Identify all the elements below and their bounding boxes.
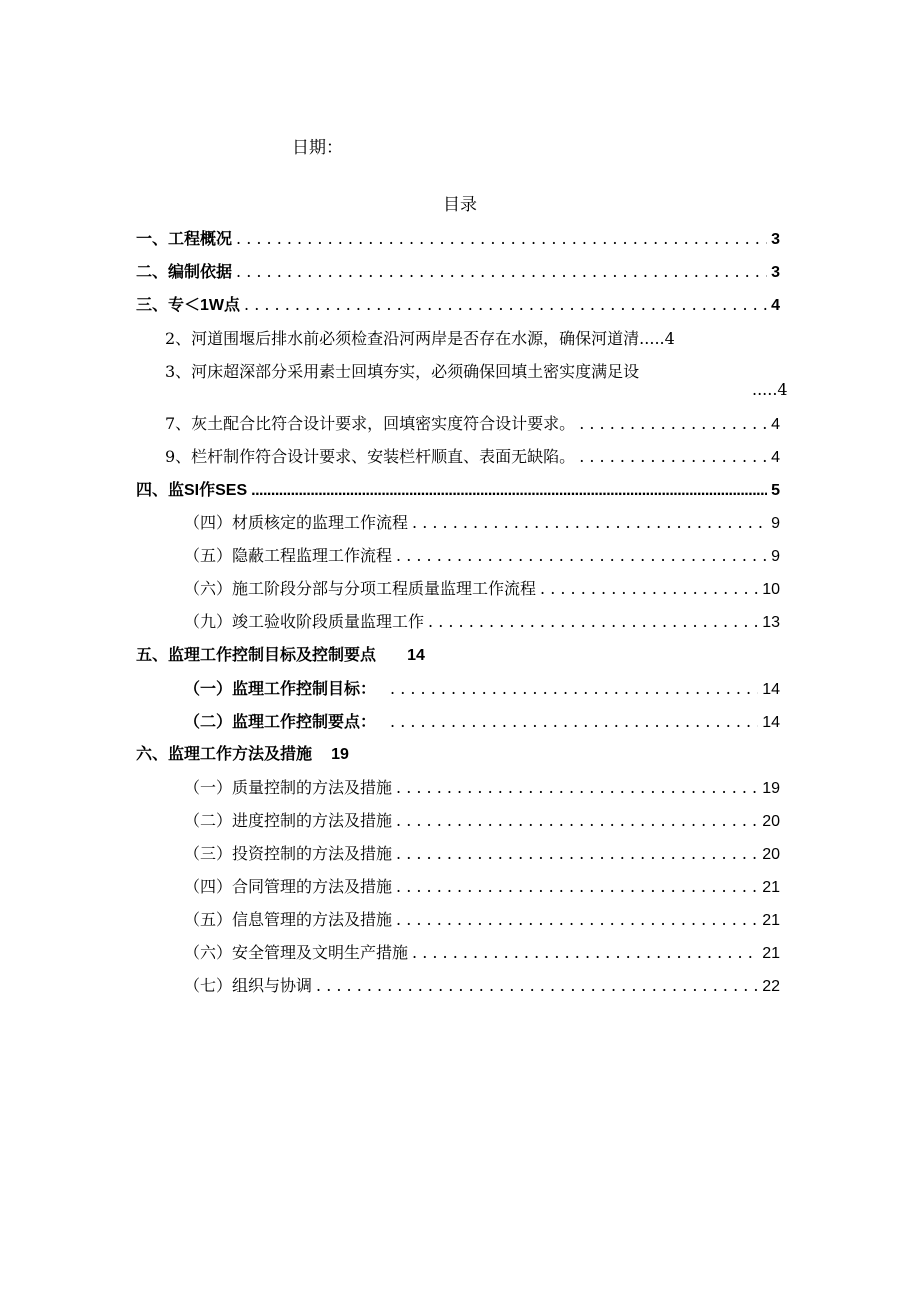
toc-page-number: 3 (771, 231, 780, 248)
date-label: 日期： (292, 138, 343, 158)
toc-page-number: 5 (771, 482, 780, 499)
toc-page-number: 20 (762, 846, 780, 863)
toc-leader (412, 513, 767, 532)
toc-entry[interactable] (184, 808, 780, 830)
toc-entry-text: （五）信息管理的方法及措施 (184, 910, 393, 929)
toc-entry[interactable] (136, 741, 349, 764)
toc-entry-text: 2、河道围堰后排水前必须检查沿河两岸是否存在水源，确保河道清.....4 (165, 329, 675, 348)
toc-entry[interactable] (136, 226, 780, 248)
toc-entry-text: （二）监理工作控制要点： (184, 714, 377, 731)
toc-entry-text: 二、编制依据 (136, 264, 233, 281)
toc-page-number: 14 (762, 681, 780, 698)
toc-leader (412, 943, 758, 962)
toc-entry[interactable] (136, 259, 780, 281)
toc-leader (390, 712, 758, 731)
toc-leader (396, 910, 758, 929)
toc-page-number: 4 (771, 416, 780, 433)
toc-entry-text: 3、河床超深部分采用素士回填夯实，必须确保回填土密实度满足设 (165, 362, 640, 381)
toc-entry[interactable] (165, 359, 639, 382)
toc-entry[interactable] (136, 477, 780, 499)
toc-leader (428, 612, 758, 631)
toc-leader (540, 579, 758, 598)
toc-page-number: 19 (331, 746, 349, 763)
toc-entry-text: （六）安全管理及文明生产措施 (184, 943, 409, 962)
toc-entry-text: （六）施工阶段分部与分项工程质量监理工作流程 (184, 579, 537, 598)
toc-page-number: 13 (762, 614, 780, 631)
toc-page-number: 21 (762, 879, 780, 896)
toc-entry[interactable] (184, 874, 780, 896)
toc-entry-text: （九）竣工验收阶段质量监理工作 (184, 612, 425, 631)
toc-entry-text: （五）隐蔽工程监理工作流程 (184, 546, 393, 565)
toc-entry[interactable] (136, 292, 780, 314)
toc-leader (244, 295, 767, 314)
toc-leader (316, 976, 758, 995)
toc-leader (396, 811, 758, 830)
toc-entry-text: （二）进度控制的方法及措施 (184, 811, 393, 830)
toc-entry-continuation[interactable] (752, 380, 788, 399)
toc-entry[interactable] (184, 709, 780, 731)
toc-leader (396, 778, 758, 797)
toc-entry[interactable] (184, 543, 780, 565)
toc-entry-text: 一、工程概况 (136, 231, 233, 248)
toc-entry[interactable] (184, 907, 780, 929)
toc-page-number: 9 (771, 515, 780, 532)
toc-page-number: 14 (407, 647, 425, 664)
toc-page-number: 4 (771, 449, 780, 466)
toc-entry-text: （三）投资控制的方法及措施 (184, 844, 393, 863)
toc-entry-text: 五、监理工作控制目标及控制要点 (136, 647, 377, 664)
toc-entry[interactable] (165, 411, 780, 433)
toc-leader (396, 844, 758, 863)
toc-entry[interactable] (165, 444, 780, 466)
toc-leader (390, 679, 758, 698)
toc-entry[interactable] (184, 676, 780, 698)
toc-page-number: 9 (771, 548, 780, 565)
toc-entry[interactable] (184, 510, 780, 532)
toc-page-number: 22 (762, 978, 780, 995)
toc-entry-text: （四）合同管理的方法及措施 (184, 877, 393, 896)
toc-leader (396, 546, 767, 565)
toc-entry-text: （七）组织与协调 (184, 976, 313, 995)
toc-entry-text: 四、监SI作SES (136, 482, 248, 499)
toc-leader (579, 414, 767, 433)
toc-entry[interactable] (184, 775, 780, 797)
toc-entry[interactable] (184, 973, 780, 995)
toc-leader (579, 447, 767, 466)
toc-entry-text: .....4 (752, 380, 788, 399)
toc-entry-text: （一）质量控制的方法及措施 (184, 778, 393, 797)
toc-page-number: 10 (762, 581, 780, 598)
toc-entry[interactable] (136, 642, 425, 665)
toc-leader (236, 229, 767, 248)
toc-page-number: 21 (762, 945, 780, 962)
toc-page-number: 21 (762, 912, 780, 929)
toc-entry[interactable] (184, 940, 780, 962)
toc-entry[interactable] (184, 576, 780, 598)
toc-leader (251, 482, 767, 500)
toc-entry[interactable] (165, 326, 675, 349)
toc-page-number: 4 (771, 297, 780, 314)
toc-entry-text: 9、栏杆制作符合设计要求、安装栏杆顺直、表面无缺陷。 (165, 447, 576, 466)
toc-page-number: 3 (771, 264, 780, 281)
toc-entry-text: （四）材质核定的监理工作流程 (184, 513, 409, 532)
toc-leader (396, 877, 758, 896)
toc-entry-text: （一）监理工作控制目标： (184, 681, 377, 698)
toc-title: 目录 (443, 195, 477, 215)
toc-page-number: 20 (762, 813, 780, 830)
toc-entry-text: 三、专＜1W点 (136, 297, 241, 314)
toc-entry[interactable] (184, 609, 780, 631)
toc-leader (236, 262, 767, 281)
toc-entry[interactable] (184, 841, 780, 863)
toc-entry-text: 六、监理工作方法及措施 (136, 746, 313, 763)
toc-entry-text: 7、灰土配合比符合设计要求，回填密实度符合设计要求。 (165, 414, 576, 433)
toc-page-number: 14 (762, 714, 780, 731)
toc-page-number: 19 (762, 780, 780, 797)
